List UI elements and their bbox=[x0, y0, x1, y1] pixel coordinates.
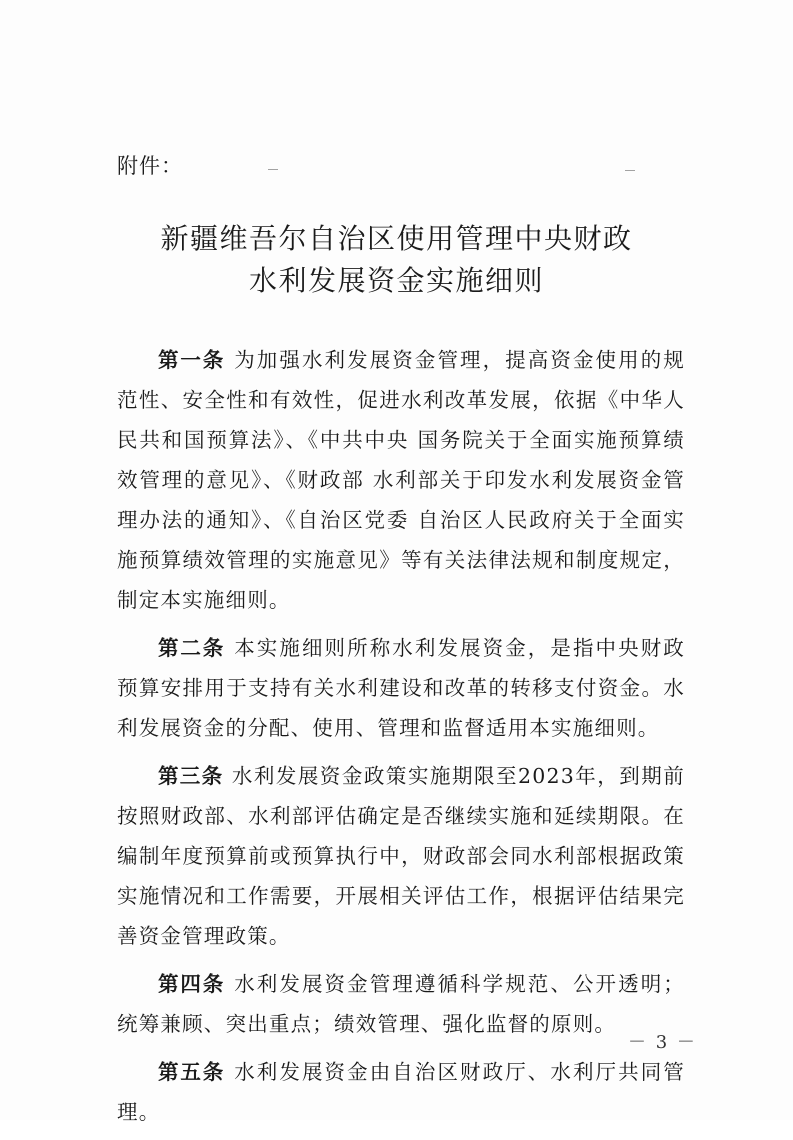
article-5 bbox=[117, 1052, 685, 1132]
article-text: 水利发展资金由自治区财政厅、水利厅共同管理。 bbox=[117, 1060, 686, 1124]
article-text: 为加强水利发展资金管理，提高资金使用的规范性、安全性和有效性，促进水利改革发展，依据《中华人民共和国预算法》、《中共中央 国务院关于全面实施预算绩效管理的意见》、《财政部 水利部关于印发水利发展资金管理办法的通知》、《自治区党委 自治区人民政府关于全面实施预算绩效管理的实施意见》等有关法律法规和制度规定，制定本实施细则。 bbox=[117, 348, 686, 612]
attachment-label: 附件： bbox=[117, 154, 183, 178]
article-label: 第五条 bbox=[158, 1060, 235, 1084]
article-text: 本实施细则所称水利发展资金，是指中央财政预算安排用于支持有关水利建设和改革的转移支付资金。水利发展资金的分配、使用、管理和监督适用本实施细则。 bbox=[117, 636, 686, 740]
article-text: 水利发展资金政策实施期限至2023年，到期前按照财政部、水利部评估确定是否继续实施和延续期限。在编制年度预算前或预算执行中，财政部会同水利部根据政策实施情况和工作需要，开展相关评估工作，根据评估结果完善资金管理政策。 bbox=[117, 764, 685, 948]
document-body bbox=[117, 340, 685, 1140]
article-1 bbox=[117, 340, 685, 620]
article-label: 第四条 bbox=[158, 972, 235, 996]
scan-speck bbox=[268, 169, 278, 170]
article-3 bbox=[117, 756, 685, 956]
article-2 bbox=[117, 628, 685, 748]
article-label: 第三条 bbox=[158, 764, 232, 788]
document-title-line-1: 新疆维吾尔自治区使用管理中央财政 bbox=[160, 222, 633, 255]
article-text: 水利发展资金管理遵循科学规范、公开透明；统筹兼顾、突出重点；绩效管理、强化监督的原则。 bbox=[117, 972, 686, 1036]
scan-speck bbox=[625, 170, 635, 171]
article-4 bbox=[117, 964, 685, 1044]
document-title-line-2: 水利发展资金实施细则 bbox=[248, 264, 544, 297]
page-number: － 3 － bbox=[628, 1032, 697, 1053]
article-label: 第二条 bbox=[158, 636, 235, 660]
article-label: 第一条 bbox=[158, 348, 235, 372]
